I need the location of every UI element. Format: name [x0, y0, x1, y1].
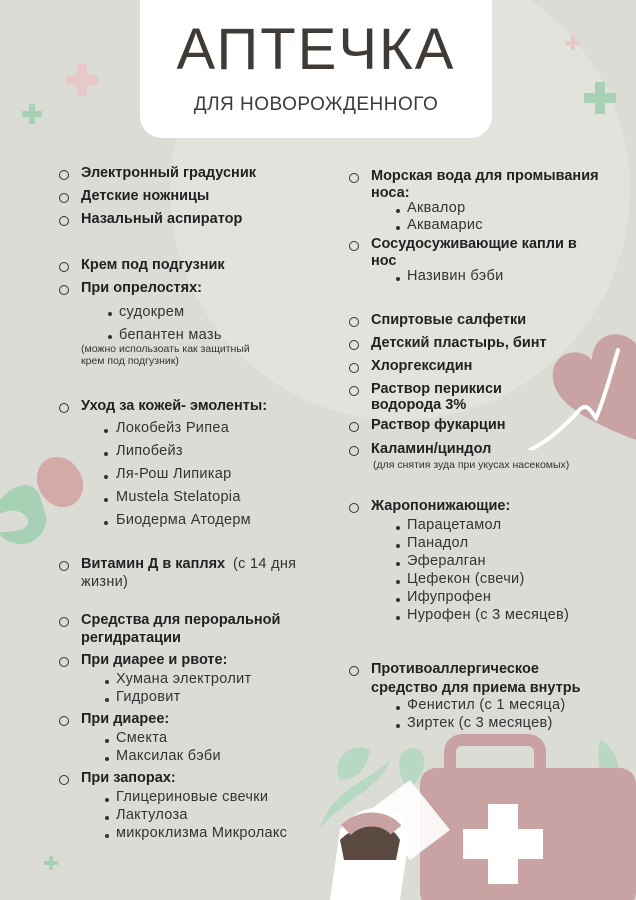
- item-continuation: регидратации: [81, 630, 181, 646]
- bullet-dot: [396, 226, 400, 230]
- bullet-dot: [104, 429, 108, 433]
- list-item: Лактулоза: [116, 807, 188, 823]
- checkbox-circle-icon[interactable]: [349, 503, 359, 513]
- item-continuation: нос: [371, 253, 397, 269]
- list-item: Ифупрофен: [407, 589, 492, 605]
- bullet-dot: [396, 724, 400, 728]
- page-subtitle: ДЛЯ НОВОРОЖДЕННОГО: [193, 94, 439, 115]
- checkbox-circle-icon[interactable]: [59, 193, 69, 203]
- checkbox-circle-icon[interactable]: [59, 170, 69, 180]
- bullet-dot: [396, 616, 400, 620]
- item-continuation: носа:: [371, 185, 410, 201]
- bullet-dot: [105, 816, 109, 820]
- bullet-dot: [104, 521, 108, 525]
- list-item: Смекта: [116, 730, 168, 746]
- bullet-dot: [396, 580, 400, 584]
- note-text: жизни): [81, 574, 129, 590]
- bullet-dot: [104, 498, 108, 502]
- checkbox-circle-icon[interactable]: [349, 446, 359, 456]
- checkbox-circle-icon[interactable]: [59, 285, 69, 295]
- pacifier-icon: [0, 452, 90, 564]
- note-text: (можно использоать как защитный: [81, 343, 250, 355]
- list-item: Фенистил (с 1 месяца): [407, 697, 566, 713]
- plus-icon-mint-bottom: [44, 856, 58, 870]
- checkbox-circle-icon[interactable]: [349, 241, 359, 251]
- list-item: Хумана электролит: [116, 671, 252, 687]
- list-item: Зиртек (с 3 месяцев): [407, 715, 553, 731]
- checkbox-circle-icon[interactable]: [349, 317, 359, 327]
- list-item: Панадол: [407, 535, 469, 551]
- bullet-dot: [104, 475, 108, 479]
- list-item: микроклизма Микролакс: [116, 825, 288, 841]
- list-item: Парацетамол: [407, 517, 502, 533]
- note-text: крем под подгузник): [81, 355, 179, 367]
- header-card: [140, 0, 492, 138]
- bullet-dot: [105, 698, 109, 702]
- list-item: Локобейз Рипеа: [116, 420, 230, 436]
- list-item: Эфералган: [407, 553, 486, 569]
- plus-icon-mint-large: [584, 82, 616, 114]
- bullet-dot: [396, 209, 400, 213]
- list-item: Глицериновые свечки: [116, 789, 269, 805]
- page-title: АПТЕЧКА: [176, 17, 456, 82]
- checkbox-circle-icon[interactable]: [349, 666, 359, 676]
- checkbox-circle-icon[interactable]: [349, 422, 359, 432]
- checkbox-circle-icon[interactable]: [59, 561, 69, 571]
- list-item: Липобейз: [116, 443, 183, 459]
- bullet-dot: [105, 680, 109, 684]
- list-item: Максилак бэби: [116, 748, 221, 764]
- bullet-dot: [105, 834, 109, 838]
- list-item: Биодерма Атодерм: [116, 512, 251, 528]
- plus-icon-mint: [22, 104, 42, 124]
- bullet-dot: [396, 706, 400, 710]
- note-text: (для снятия зуда при укусах насекомых): [373, 459, 570, 471]
- list-item: Mustela Stelatopia: [116, 489, 241, 505]
- checkbox-circle-icon[interactable]: [59, 716, 69, 726]
- checkbox-circle-icon[interactable]: [349, 363, 359, 373]
- bullet-dot: [105, 757, 109, 761]
- bullet-dot: [396, 562, 400, 566]
- bullet-dot: [108, 335, 112, 339]
- checkbox-circle-icon[interactable]: [349, 340, 359, 350]
- bullet-dot: [396, 598, 400, 602]
- bullet-dot: [104, 452, 108, 456]
- list-item: бепантен мазь: [119, 327, 222, 343]
- checkbox-circle-icon[interactable]: [59, 775, 69, 785]
- checkbox-circle-icon[interactable]: [349, 386, 359, 396]
- checkbox-circle-icon[interactable]: [59, 657, 69, 667]
- bullet-dot: [396, 544, 400, 548]
- list-item: Аквамарис: [407, 217, 483, 233]
- list-item: Ля-Рош Липикар: [116, 466, 232, 482]
- bullet-dot: [105, 739, 109, 743]
- item-continuation: водорода 3%: [371, 397, 467, 413]
- list-item: судокрем: [119, 304, 185, 320]
- list-item: Гидровит: [116, 689, 181, 705]
- bullet-dot: [108, 312, 112, 316]
- bullet-dot: [396, 526, 400, 530]
- checkbox-circle-icon[interactable]: [349, 173, 359, 183]
- list-item: Називин бэби: [407, 268, 504, 284]
- checkbox-circle-icon[interactable]: [59, 262, 69, 272]
- list-item: Нурофен (с 3 месяцев): [407, 607, 570, 623]
- checkbox-circle-icon[interactable]: [59, 216, 69, 226]
- list-item: Аквалор: [407, 200, 466, 216]
- bullet-dot: [105, 798, 109, 802]
- item-continuation: средство для приема внутрь: [371, 680, 581, 696]
- bullet-dot: [396, 277, 400, 281]
- first-aid-kit-illustration: [300, 720, 636, 900]
- plus-icon-pink: [66, 64, 98, 96]
- checkbox-circle-icon[interactable]: [59, 403, 69, 413]
- checkbox-circle-icon[interactable]: [59, 617, 69, 627]
- list-item: Цефекон (свечи): [407, 571, 525, 587]
- plus-icon-pink-small: [566, 36, 580, 50]
